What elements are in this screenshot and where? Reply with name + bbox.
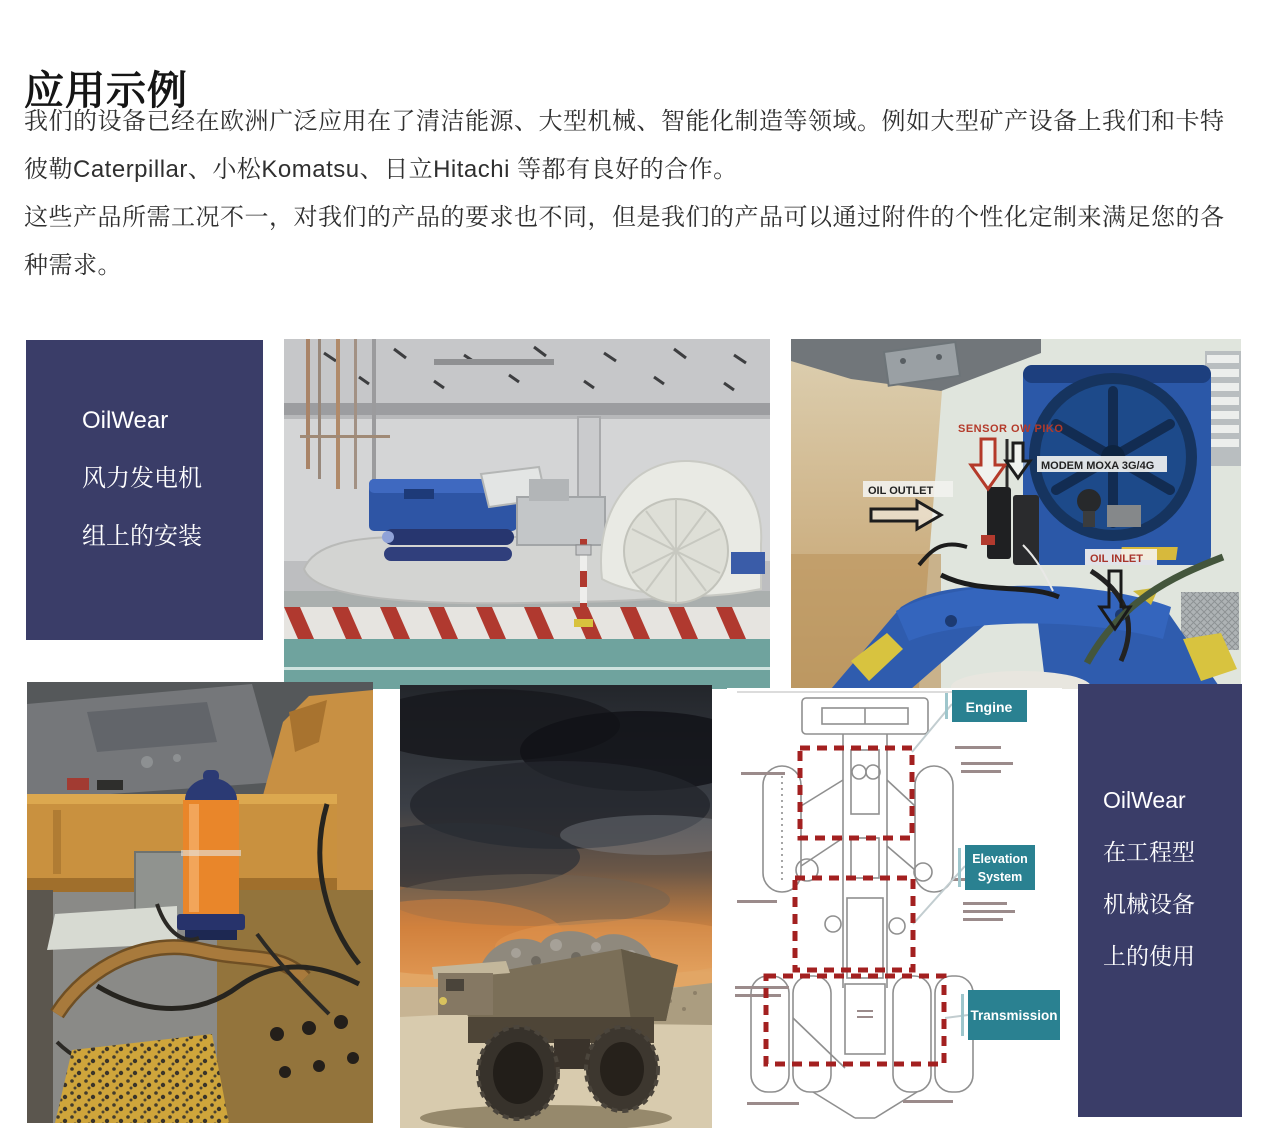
photo-nacelle-interior bbox=[791, 339, 1241, 689]
intro-line: 这些产品所需工况不一，对我们的产品的要求也不同，但是我们的产品可以通过附件的个性化定制来满足您的各 bbox=[24, 204, 1225, 231]
caption-line: 风力发电机 bbox=[82, 465, 202, 492]
label-engine bbox=[945, 690, 1027, 722]
elevation-label-line2: System bbox=[977, 870, 1023, 884]
transmission-label: Transmission bbox=[970, 1008, 1058, 1023]
caption-line: 组上的安装 bbox=[82, 523, 202, 550]
label-elevation-system bbox=[958, 845, 1035, 890]
oil-outlet-label: OIL OUTLET bbox=[868, 485, 934, 497]
caption-line: OilWear bbox=[1103, 787, 1186, 813]
photo-mining-dump-truck bbox=[400, 685, 712, 1128]
sensor-label: SENSOR OW PIKO bbox=[958, 423, 1064, 435]
modem-label: MODEM MOXA 3G/4G bbox=[1041, 460, 1155, 472]
orange-filter-unit bbox=[177, 770, 245, 940]
intro-line: 我们的设备已经在欧洲广泛应用在了清洁能源、大型机械、智能化制造等领域。例如大型矿产设备上我们和卡特 bbox=[24, 108, 1225, 135]
caption-wind-turbine bbox=[26, 340, 263, 640]
intro-paragraph bbox=[24, 98, 1264, 290]
oil-inlet-label: OIL INLET bbox=[1090, 553, 1143, 565]
clouds bbox=[400, 689, 712, 975]
photo-nacelle-assembly-hall bbox=[284, 339, 770, 689]
elevation-label-line1: Elevation bbox=[972, 852, 1028, 866]
diagram-machinery-systems bbox=[727, 688, 1062, 1128]
engine-label: Engine bbox=[965, 699, 1013, 715]
page-title: 应用示例 bbox=[24, 68, 188, 113]
caption-line: 机械设备 bbox=[1103, 891, 1195, 917]
caption-line: 在工程型 bbox=[1103, 839, 1195, 865]
label-transmission bbox=[961, 990, 1060, 1040]
left-dark-edge bbox=[27, 890, 53, 1123]
caption-line: 上的使用 bbox=[1103, 943, 1195, 969]
photo-excavator-compartment bbox=[27, 682, 373, 1123]
intro-line: 种需求。 bbox=[24, 252, 122, 279]
intro-line: 彼勒Caterpillar、小松Komatsu、日立Hitachi 等都有良好的合作。 bbox=[24, 156, 738, 183]
caption-engineering-machinery bbox=[1078, 684, 1242, 1117]
caption-line: OilWear bbox=[82, 407, 169, 434]
